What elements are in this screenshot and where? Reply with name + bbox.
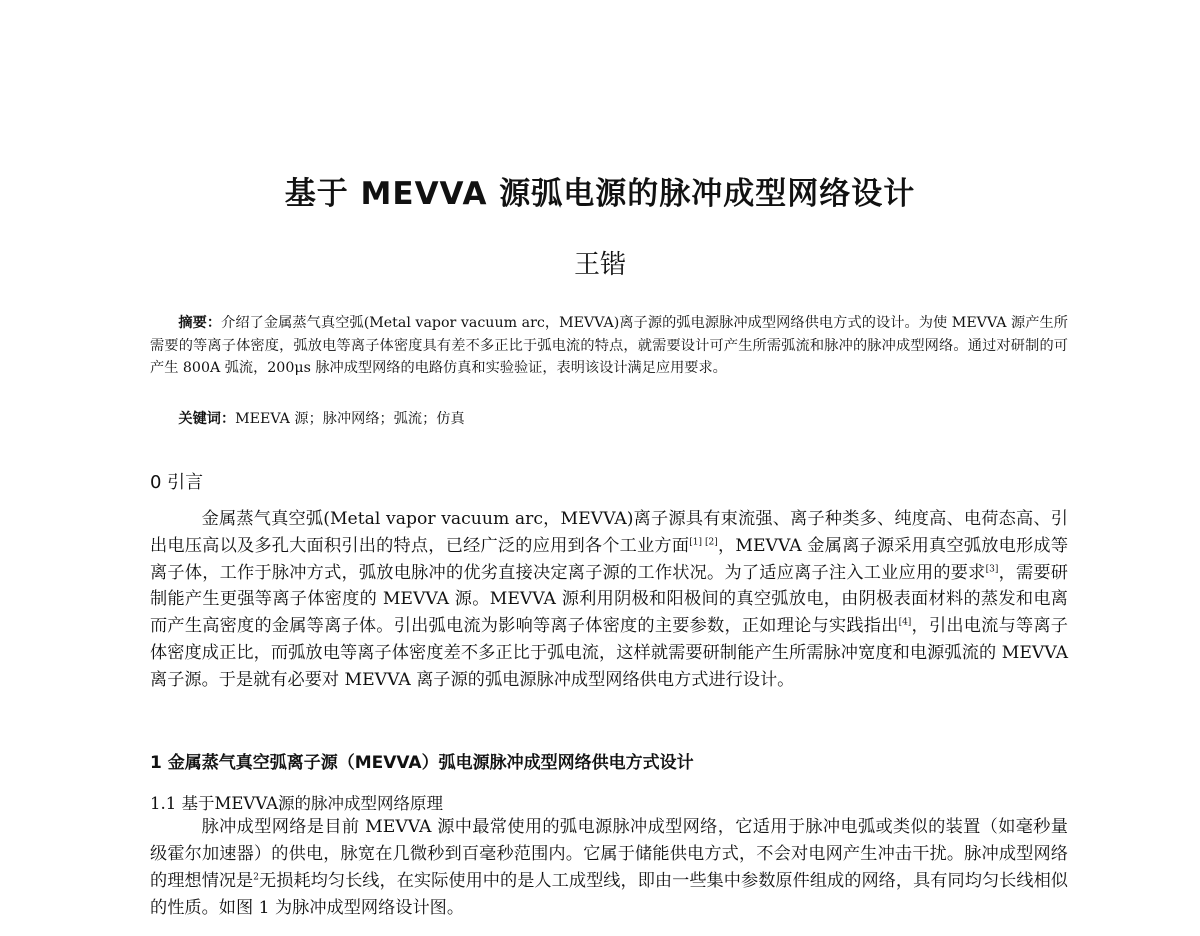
- abstract-label: 摘要：: [178, 315, 222, 331]
- paper-title: 基于 MEVVA 源弧电源的脉冲成型网络设计: [284, 176, 916, 212]
- citation: [1] [2]: [689, 537, 718, 548]
- citation: 2: [253, 872, 260, 883]
- citation: [4]: [898, 617, 912, 628]
- citation: [3]: [985, 563, 999, 574]
- keywords-text: MEEVA 源；脉冲网络；弧流；仿真: [235, 411, 465, 427]
- intro-text-2: ，MEVVA 金属离子源采用真空弧放电形成等离子体，工作于脉冲方式，弧放电脉冲的优劣直接决定离子源的工作状况。为了适应离子注入工业应用的要求: [150, 535, 1069, 583]
- abstract: [150, 312, 1068, 380]
- author-name: 王锴: [573, 250, 626, 280]
- intro-heading: 0 引言: [150, 472, 204, 493]
- section11-text-2: 无损耗均匀长线，在实际使用中的是人工成型线，即由一些集中参数原件组成的网络，具有同均匀长线相似的性质。如图 1 为脉冲成型网络设计图。: [150, 871, 1068, 918]
- section11-heading: 1.1 基于MEVVA源的脉冲成型网络原理: [150, 794, 444, 813]
- intro-text-4: ，引出电流与等离子体密度成正比，而弧放电等离子体密度差不多正比于弧电流，这样就需要研制能产生所需脉冲宽度和电源弧流的 MEVVA 离子源。于是就有必要对 MEVVA 离子源的弧电源脉冲成型网络供电方式进行设计。: [150, 616, 1068, 690]
- section1-heading: 1 金属蒸气真空弧离子源（MEVVA）弧电源脉冲成型网络供电方式设计: [150, 753, 694, 773]
- section11-paragraph: [150, 814, 1068, 922]
- keywords-label: 关键词：: [178, 411, 236, 427]
- section11-text-1: 脉冲成型网络是目前 MEVVA 源中最常使用的弧电源脉冲成型网络，它适用于脉冲电弧或类似的装置（如毫秒量级霍尔加速器）的供电，脉宽在几微秒到百毫秒范围内。它属于储能供电方式，不会对电网产生冲击干扰。脉冲成型网络的理想情况是: [150, 817, 1068, 891]
- keywords: [150, 408, 1068, 430]
- abstract-text: 介绍了金属蒸气真空弧(Metal vapor vacuum arc，MEVVA)离子源的弧电源脉冲成型网络供电方式的设计。为使 MEVVA 源产生所需要的等离子体密度，弧放电等离子体密度具有差不多正比于弧电流的特点，就需要设计可产生所需弧流和脉冲的脉冲成型网络。通过对研制的可产生 800A 弧流，200μs 脉冲成型网络的电路仿真和实验验证，表明该设计满足应用要求。: [150, 315, 1068, 376]
- intro-text-1: 金属蒸气真空弧(Metal vapor vacuum arc，MEVVA)离子源具有束流强、离子种类多、纯度高、电荷态高、引出电压高以及多孔大面积引出的特点，已经广泛的应用到各个工业方面: [150, 509, 1068, 556]
- intro-text-3: ，需要研制能产生更强等离子体密度的 MEVVA 源。MEVVA 源利用阴极和阳极间的真空弧放电，由阴极表面材料的蒸发和电离而产生高密度的金属等离子体。引出弧电流为影响等离子体密度的主要参数，正如理论与实践指出: [150, 562, 1068, 637]
- intro-paragraph: [150, 506, 1068, 694]
